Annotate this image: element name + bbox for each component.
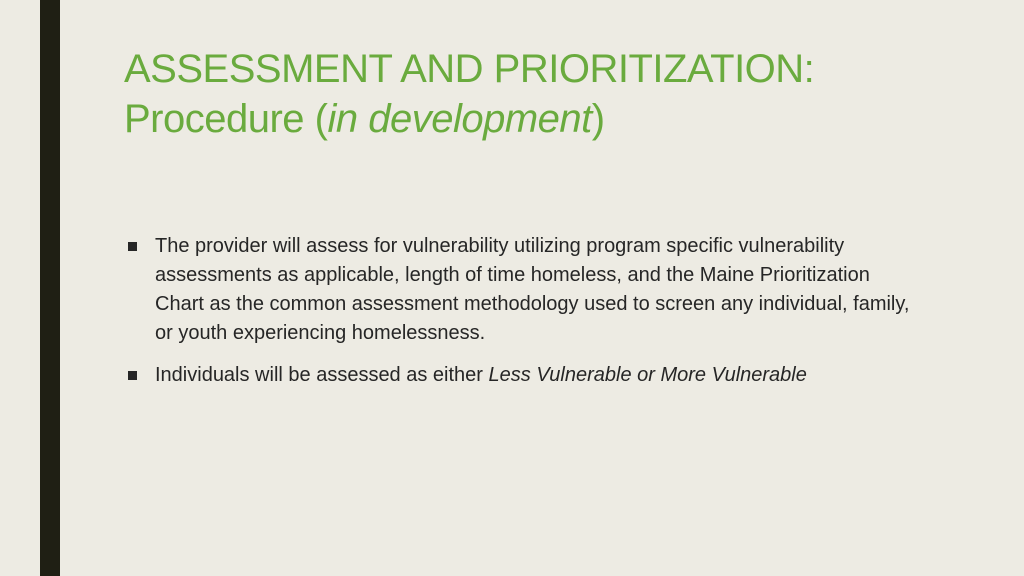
bullet-item-1 [124,232,924,348]
slide-title [124,44,984,144]
square-bullet-icon [128,242,137,251]
bullet-text-2-italic: Less Vulnerable or More Vulnerable [488,364,807,386]
left-accent-bar [40,0,60,576]
bullet-text-1: The provider will assess for vulnerability utilizing program specific vulnerability assessments as applicable, length of time homeless, and the Maine Prioritization Chart as the common assessment methodology used to screen any individual, family, or youth experiencing homelessness. [155,235,910,344]
bullet-item-2 [124,361,924,390]
square-bullet-icon [128,371,137,380]
title-line-2-prefix: Procedure ( [124,97,328,141]
title-line-2 [124,94,984,144]
title-line-2-suffix: ) [591,97,605,141]
title-line-2-italic: in development [327,97,592,141]
title-line-1: ASSESSMENT AND PRIORITIZATION: [124,47,815,91]
bullet-list [124,232,924,403]
bullet-text-2-prefix: Individuals will be assessed as either [155,364,489,386]
